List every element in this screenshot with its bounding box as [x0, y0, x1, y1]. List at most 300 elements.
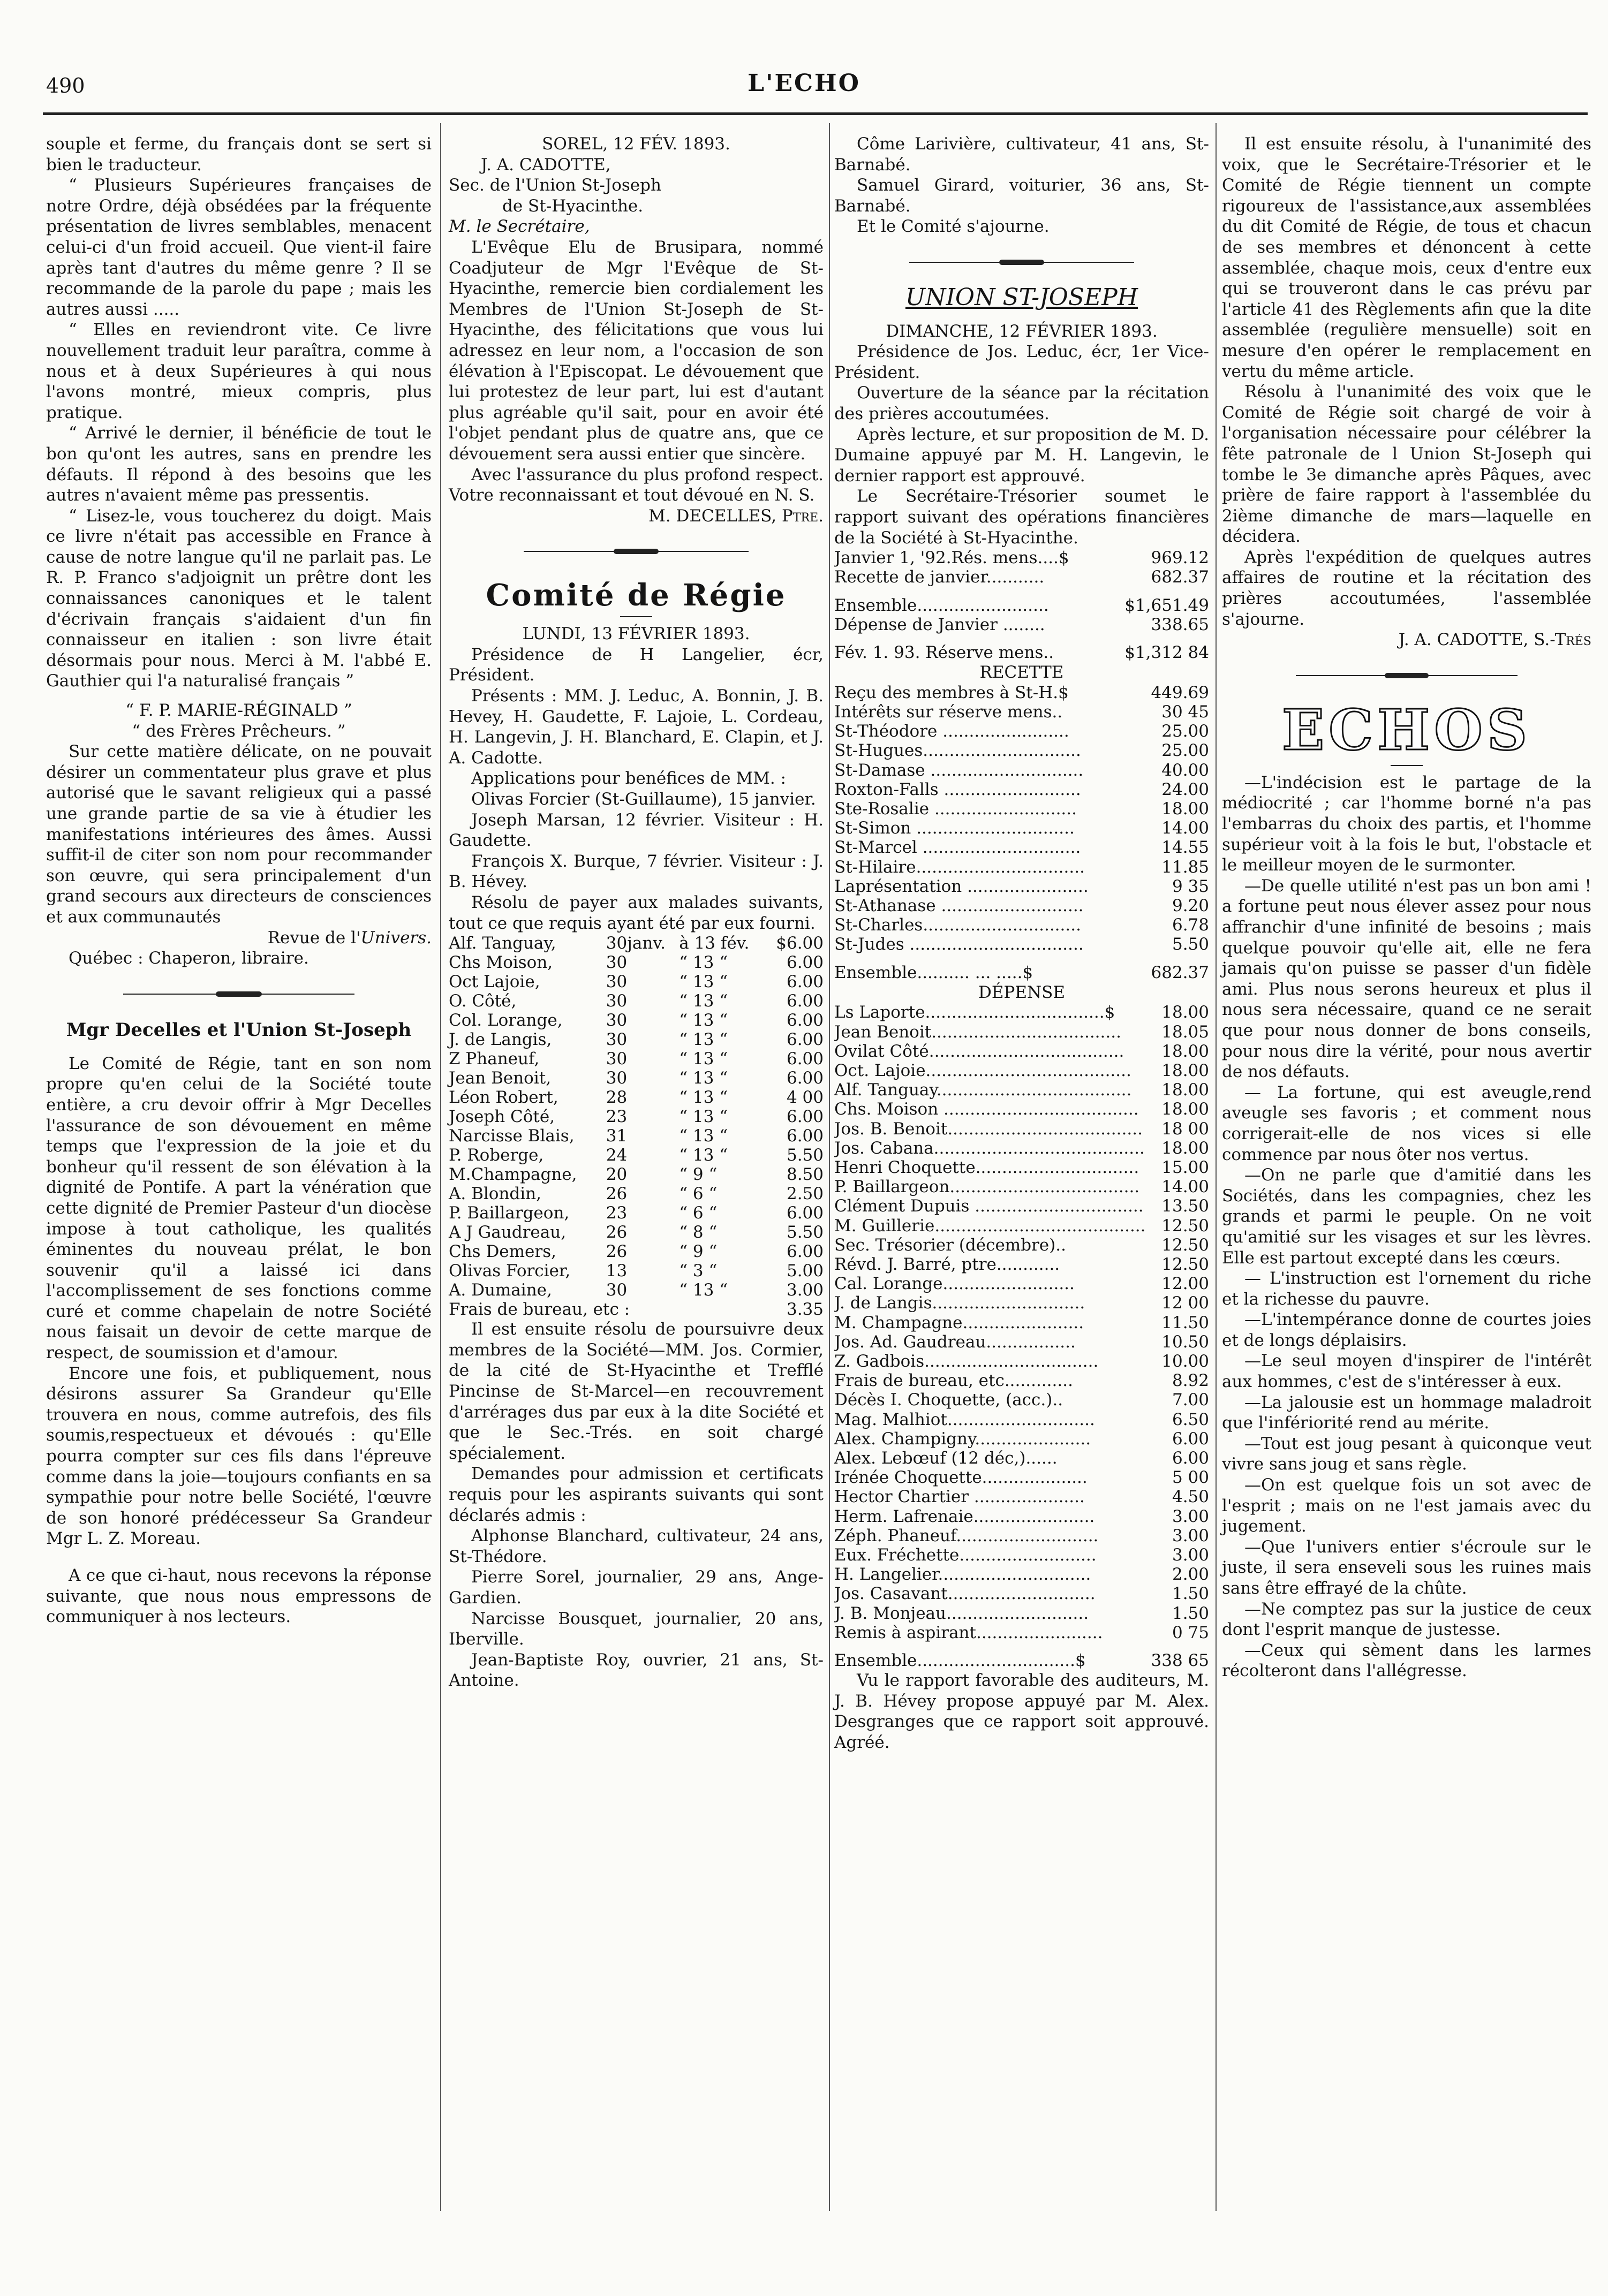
ledger-amount: 14.55	[1161, 838, 1209, 858]
benefit-to: “ 6 “	[679, 1203, 718, 1223]
ledger-amount: 0 75	[1172, 1623, 1209, 1642]
paragraph: Vu le rapport favorable des auditeurs, M. J. B. Hévey propose appuyé par M. Alex. Desgranges que ce rapport soit approuvé. Agréé.	[834, 1671, 1209, 1753]
ledger-label: St-Charles..............................	[834, 915, 1081, 935]
ledger-amount: 14.00	[1161, 1177, 1209, 1197]
ledger-amount: 1.50	[1172, 1584, 1209, 1604]
ledger-label: H. Langelier.............................	[834, 1565, 1091, 1585]
small-rule	[1391, 765, 1423, 766]
benefit-name: Narcisse Blais,	[449, 1126, 575, 1146]
paragraph: Il est ensuite résolu de poursuivre deux membres de la Société—MM. Jos. Cormier, de la cité de St-Hyacinthe et Trefflé Pincinse de St-Marcel—en recouvrement d'arrérages dus par eux à la dite Société et que le Sec.-Trés. en soit chargé spécialement.	[449, 1320, 824, 1463]
benefit-from: 23	[606, 1203, 628, 1223]
benefit-from: 24	[606, 1146, 628, 1165]
addressee: Sec. de l'Union St-Joseph	[449, 176, 661, 195]
ledger-label: Alf. Tanguay.....................................	[834, 1080, 1132, 1100]
recette-title: RECETTE	[979, 663, 1064, 683]
paragraph: Samuel Girard, voiturier, 36 ans, St-Barnabé.	[834, 176, 1209, 216]
ledger-label: Laprésentation .......................	[834, 876, 1089, 896]
benefit-name: Alf. Tanguay,	[449, 934, 556, 953]
table-row	[834, 1604, 1209, 1623]
table-row	[449, 1223, 824, 1242]
table-row	[834, 1390, 1209, 1410]
ledger-label: St-Hilaire................................	[834, 857, 1085, 877]
ledger-amount: 6.00	[1172, 1429, 1209, 1449]
benefit-amount: 6.00	[786, 953, 824, 973]
ledger-label: Jos. Ad. Gaudreau.................	[834, 1332, 1076, 1352]
ledger-amount: 12.50	[1161, 1254, 1209, 1274]
paragraph: “ Lisez-le, vous toucherez du doigt. Mais ce livre n'était pas accessible en France à cause de notre langue qu'il ne parlait pas. Le R. P. Franco s'adjoignit un prêtre dont les connaissances canoniques et le talent d'écrivain français s'aidaient d'un fin connaisseur en italien : son livre était désormais pour nous. Merci à M. l'abbé E. Gauthier qui l'a naturalisé français ”	[46, 506, 432, 691]
benefit-from: 26	[606, 1184, 628, 1204]
table-row	[834, 1293, 1209, 1313]
ledger-amount: 11.50	[1161, 1313, 1209, 1332]
ledger-label: Henri Choquette...............................	[834, 1157, 1139, 1177]
paragraph: François X. Burque, 7 février. Visiteur : J. B. Hévey.	[449, 851, 824, 892]
ledger-label: Roxton-Falls ..........................	[834, 779, 1081, 799]
column-3	[834, 134, 1209, 1753]
total-row	[834, 1651, 1209, 1670]
ledger-label: Frais de bureau, etc.............	[834, 1371, 1073, 1391]
benefit-amount: 8.50	[786, 1165, 824, 1185]
addressee: J. A. CADOTTE,	[481, 155, 611, 175]
ledger-label: St-Athanase ...........................	[834, 896, 1084, 915]
frais-row	[449, 1300, 824, 1319]
ledger-amount: 18.00	[1161, 1100, 1209, 1119]
table-row	[449, 972, 824, 991]
benefit-amount: 6.00	[786, 1030, 824, 1050]
ledger-label: Jos. Cabana........................................	[834, 1138, 1145, 1158]
ledger-label: Jean Benoit....................................	[834, 1022, 1121, 1042]
section-title: UNION ST-JOSEPH	[905, 283, 1138, 311]
column-1	[46, 134, 432, 1627]
ledger-amount: 14.00	[1161, 819, 1209, 838]
signature: “ F. P. MARIE-RÉGINALD ”	[125, 701, 352, 721]
ledger-amount: 338.65	[1151, 615, 1209, 634]
benefit-to: “ 8 “	[679, 1223, 718, 1242]
table-row	[834, 1196, 1209, 1216]
table-row	[834, 1236, 1209, 1255]
benefit-to: “ 9 “	[679, 1165, 718, 1185]
paragraph: Olivas Forcier (St-Guillaume), 15 janvier.	[471, 790, 816, 809]
table-row	[449, 1203, 824, 1223]
paragraph: Demandes pour admission et certificats requis pour les aspirants suivants qui sont déclarés admis :	[449, 1464, 824, 1525]
benefit-amount: 5.50	[786, 1223, 824, 1242]
header-rule	[43, 112, 1588, 115]
column-rule	[829, 123, 830, 2211]
ledger-label: St-Damase .............................	[834, 760, 1084, 780]
benefit-to: “ 13 “	[679, 1011, 728, 1030]
ledger-label: Chs. Moison .....................................	[834, 1100, 1139, 1119]
ledger-label: M. Guillerie........................................	[834, 1216, 1146, 1236]
benefit-to: “ 13 “	[679, 1107, 728, 1127]
benefit-name: A J Gaudreau,	[449, 1223, 567, 1242]
ledger-amount: 24.00	[1161, 779, 1209, 799]
table-row	[834, 1100, 1209, 1119]
benefit-from: 30	[606, 991, 628, 1011]
benefit-name: P. Baillargeon,	[449, 1203, 570, 1223]
benefit-name: J. de Langis,	[449, 1030, 552, 1050]
table-row	[834, 761, 1209, 780]
benefit-to: “ 13 “	[679, 1280, 728, 1300]
ledger-amount: 6.78	[1172, 915, 1209, 935]
benefit-to: “ 13 “	[679, 1126, 728, 1146]
publisher-line: Québec : Chaperon, libraire.	[69, 949, 309, 968]
benefit-to: “ 9 “	[679, 1242, 718, 1262]
table-row	[834, 1623, 1209, 1642]
echo-item: —On est quelque fois un sot avec de l'esprit ; mais on ne l'est jamais avec du jugement.	[1222, 1475, 1591, 1536]
ledger-label: St-Marcel ..............................	[834, 838, 1081, 858]
ledger-label: St-Simon ..............................	[834, 819, 1075, 838]
table-row	[834, 1042, 1209, 1061]
benefit-from: 23	[606, 1107, 628, 1127]
benefit-to: “ 13 “	[679, 1088, 728, 1108]
paragraph: “ Elles en reviendront vite. Ce livre nouvellement traduit leur paraîtra, comme à nous et à deux Supérieures à qui nous l'avons montré, mieux compris, plus pratique.	[46, 320, 432, 422]
benefit-to: “ 13 “	[679, 972, 728, 992]
table-row	[834, 915, 1209, 935]
echo-item: —De quelle utilité n'est pas un bon ami ! a fortune peut nous élever assez pour nous affranchir d'une infinité de besoins ; mais quelque pouvoir qu'elle ait, elle ne fera jamais qu'on puisse se passer d'un fidèle ami. Plus nous serons heureux et plus il nous sera nécessaire, quand ce ne serait que pour nous donner de bons conseils, pour nous dire la vérité, pour nous avertir de nos défauts.	[1222, 876, 1591, 1082]
ledger-amount: 12 00	[1161, 1293, 1209, 1313]
table-row	[834, 1216, 1209, 1236]
benefit-name: Chs Moison,	[449, 953, 553, 973]
ledger-amount: 11.85	[1161, 857, 1209, 877]
ledger-label: P. Baillargeon....................................	[834, 1177, 1140, 1197]
frais-label: Frais de bureau, etc :	[449, 1300, 630, 1320]
benefit-name: P. Roberge,	[449, 1146, 544, 1165]
table-row	[834, 722, 1209, 741]
ledger-amount: 969.12	[1151, 548, 1209, 568]
benefit-to: “ 13 “	[679, 1030, 728, 1050]
divider	[524, 548, 749, 555]
ledger-label: Révd. J. Barré, ptre............	[834, 1254, 1060, 1274]
ledger-label: Oct. Lajoie.......................................	[834, 1060, 1131, 1080]
table-row	[834, 819, 1209, 838]
benefit-from: 30	[606, 953, 628, 973]
ledger-amount: 682.37	[1151, 963, 1209, 982]
column-4	[1222, 134, 1591, 1681]
paragraph: Encore une fois, et publiquement, nous désirons assurer Sa Grandeur qu'Elle trouvera en nous, comme autrefois, des fils soumis,respectueux et dévoués : qu'Elle pourra compter sur ces fils dans l'épreuve comme dans la joie—toujours confiants en sa sympathie pour notre belle Société, l'œuvre de son honoré prédécesseur Sa Grandeur Mgr L. Z. Moreau.	[46, 1363, 432, 1549]
echos-list	[1222, 772, 1591, 1681]
ledger-label: Fév. 1. 93. Réserve mens..	[834, 642, 1054, 662]
article-title: Mgr Decelles et l'Union St-Joseph	[66, 1019, 412, 1041]
paragraph: Joseph Marsan, 12 février. Visiteur : H. Gaudette.	[449, 810, 824, 851]
ledger-amount: 10.50	[1161, 1332, 1209, 1352]
paragraph: Après lecture, et sur proposition de M. D. Dumaine appuyé par M. H. Langevin, le dernier rapport est approuvé.	[834, 425, 1209, 486]
signature: J. A. CADOTTE, S.-Trés	[1398, 630, 1591, 650]
ledger-amount: 13.50	[1161, 1196, 1209, 1216]
column-rule	[1216, 123, 1217, 2211]
ledger-label: Zéph. Phaneuf...........................	[834, 1526, 1099, 1545]
ledger-amount: 18.00	[1161, 799, 1209, 819]
table-row	[834, 1119, 1209, 1139]
benefit-amount: 6.00	[786, 1049, 824, 1069]
table-row	[834, 1061, 1209, 1080]
ledger-amount: 18.00	[1161, 1003, 1209, 1022]
paragraph: Résolu à l'unanimité des voix que le Comité de Régie soit chargé de voir à l'organisation nécessaire pour célébrer la fête patronale de l Union St-Joseph qui tombe le 3e dimanche après Pâques, avec prière de faire rapport à l'assemblée du 2ième dimanche de mars—laquelle en décidera.	[1222, 382, 1591, 547]
section-title: Comité de Régie	[486, 578, 787, 613]
paragraph: Résolu de payer aux malades suivants, tout ce que requis ayant été par eux fourni.	[449, 893, 824, 933]
ledger-label: St-Hugues..............................	[834, 741, 1081, 761]
paragraph: Présents : MM. J. Leduc, A. Bonnin, J. B. Hevey, H. Gaudette, F. Lajoie, L. Cordeau, H. Langevin, J. H. Blanchard, E. Clapin, et J. A. Cadotte.	[449, 686, 824, 768]
column-2	[449, 134, 824, 1691]
ledger-label: Clément Dupuis ................................	[834, 1196, 1144, 1216]
echo-item: —Ne comptez pas sur la justice de ceux dont l'esprit manque de justesse.	[1222, 1599, 1591, 1640]
table-row	[834, 799, 1209, 819]
table-row	[834, 1545, 1209, 1565]
benefit-from: 31	[606, 1126, 628, 1146]
source-line	[46, 928, 432, 949]
ledger-amount: $1,312 84	[1124, 642, 1209, 662]
paragraph: Côme Larivière, cultivateur, 41 ans, St-Barnabé.	[834, 134, 1209, 175]
benefit-name: Col. Lorange,	[449, 1011, 563, 1030]
table-row	[834, 1584, 1209, 1603]
paragraph: Avec l'assurance du plus profond respect. Votre reconnaissant et tout dévoué en N. S.	[449, 465, 824, 505]
table-row	[834, 838, 1209, 857]
ledger-label: Reçu des membres à St-H.$	[834, 683, 1069, 702]
page-number: 490	[46, 74, 85, 97]
ledger-amount: 25.00	[1161, 722, 1209, 741]
table-row	[834, 1487, 1209, 1506]
meeting-date: DIMANCHE, 12 FÉVRIER 1893.	[886, 321, 1158, 341]
table-row	[834, 1410, 1209, 1429]
ledger-label: Ensemble..............................$	[834, 1651, 1086, 1671]
benefit-from: 30	[606, 972, 628, 992]
benefit-from: 13	[606, 1261, 628, 1281]
table-row	[834, 1352, 1209, 1371]
benefit-amount: 5.00	[786, 1261, 824, 1281]
table-row	[449, 953, 824, 972]
ledger-amount: 9.20	[1172, 896, 1209, 915]
table-row	[834, 683, 1209, 702]
frais-amount: 3.35	[786, 1300, 824, 1320]
benefit-name: O. Côté,	[449, 991, 517, 1011]
table-row	[834, 1507, 1209, 1526]
paragraph: Après l'expédition de quelques autres affaires de routine et la récitation des prières accoutumées, l'assemblée s'ajourne.	[1222, 547, 1591, 629]
ledger-amount: 12.00	[1161, 1274, 1209, 1294]
benefit-amount: 6.00	[786, 1107, 824, 1127]
benefit-name: Jean Benoit,	[449, 1069, 552, 1088]
paragraph: A ce que ci-haut, nous recevons la réponse suivante, que nous nous empressons de communiquer à nos lecteurs.	[46, 1566, 432, 1627]
table-row	[834, 780, 1209, 799]
benefit-name: M.Champagne,	[449, 1165, 577, 1185]
ledger-amount: 338 65	[1151, 1651, 1209, 1671]
paragraph: Ouverture de la séance par la récitation des prières accoutumées.	[834, 383, 1209, 423]
column-rule	[440, 123, 441, 2211]
table-row	[834, 1274, 1209, 1293]
ledger-label: Ensemble.......... ... .....$	[834, 963, 1033, 982]
ledger-label: Remis à aspirant........................	[834, 1623, 1103, 1642]
paragraph: Jean-Baptiste Roy, ouvrier, 21 ans, St-Antoine.	[449, 1650, 824, 1691]
ledger-label: Z. Gadbois.................................	[834, 1352, 1099, 1371]
benefit-name: Léon Robert,	[449, 1088, 558, 1108]
benefit-amount: 2.50	[786, 1184, 824, 1204]
paragraph: Il est ensuite résolu, à l'unanimité des voix, que le Secrétaire-Trésorier et le Comité de Régie tiennent un compte rigoureux de l'assistance,aux assemblées du dit Comité de Régie, de tous et chacun de ses membres et dénoncent à cette assemblée, chaque mois, ceux d'entre eux qui se trouveront dans le cas prévu par l'article 41 des Règlements afin que la dite assemblée (regulière mensuelle) soit en mesure d'en opérer le remplacement en vertu du même article.	[1222, 134, 1591, 381]
benefit-amount: 5.50	[786, 1146, 824, 1165]
table-row	[449, 1280, 824, 1300]
table-row	[449, 1049, 824, 1069]
ledger-label: Intérêts sur réserve mens..	[834, 702, 1063, 722]
paragraph: “ Plusieurs Supérieures françaises de notre Ordre, déjà obsédées par la fréquente présentation de livres semblables, menacent celui-ci d'un froid accueil. Que vient-il faire après tant d'autres du même genre ? Il se recommande de la parole du pape ; mais les autres aussi .....	[46, 176, 432, 319]
table-row	[449, 1011, 824, 1030]
table-row	[449, 1146, 824, 1165]
table-row	[449, 991, 824, 1011]
ledger-amount: 449.69	[1151, 683, 1209, 702]
benefit-name: Olivas Forcier,	[449, 1261, 571, 1281]
ledger-label: Jos. Casavant............................	[834, 1584, 1096, 1604]
paragraph: Alphonse Blanchard, cultivateur, 24 ans, St-Thédore.	[449, 1526, 824, 1566]
benefit-from: 30	[606, 1069, 628, 1088]
benefit-from: 30	[606, 1030, 628, 1050]
recette-table	[834, 683, 1209, 954]
echo-item: —Le seul moyen d'inspirer de l'intérêt aux hommes, c'est de s'intéresser à eux.	[1222, 1351, 1591, 1392]
meeting-date: LUNDI, 13 FÉVRIER 1893.	[522, 624, 750, 644]
ledger-amount: 18.05	[1161, 1022, 1209, 1042]
ledger-amount: 8.92	[1172, 1371, 1209, 1391]
benefit-from: 30	[606, 1011, 628, 1030]
table-row	[834, 1449, 1209, 1468]
benefit-name: A. Blondin,	[449, 1184, 541, 1204]
benefit-to: “ 13 “	[679, 953, 728, 973]
paragraph: Narcisse Bousquet, journalier, 20 ans, Iberville.	[449, 1609, 824, 1649]
table-row	[834, 1139, 1209, 1158]
benefit-amount: 6.00	[786, 991, 824, 1011]
ledger-label: Jos. B. Benoit.....................................	[834, 1119, 1143, 1139]
ledger-label: Janvier 1, '92.Rés. mens....$	[834, 548, 1069, 568]
ledger-amount: 682.37	[1151, 567, 1209, 587]
ledger-amount: 6.50	[1172, 1410, 1209, 1429]
table-row	[449, 1165, 824, 1184]
echo-item: —Tout est joug pesant à quiconque veut vivre sans joug et sans règle.	[1222, 1434, 1591, 1474]
source: Revue de l'	[267, 928, 361, 948]
ledger-amount: 25.00	[1161, 741, 1209, 761]
ledger-amount: 6.00	[1172, 1449, 1209, 1468]
divider	[1296, 672, 1518, 679]
depense-title: DÉPENSE	[978, 982, 1065, 1002]
paragraph: L'Evêque Elu de Brusipara, nommé Coadjuteur de Mgr l'Evêque de St-Hyacinthe, remercie bien cordialement les Membres de l'Union St-Joseph de St-Hyacinthe, des félicitations que vous lui adressez en leur nom, a l'occasion de son élévation à l'Episcopat. Le dévouement que lui protestez de leur part, lui est d'autant plus agréable qu'il sait, pour en avoir été l'objet pendant plus de quatre ans, que ce dévouement sera aussi entier que sincère.	[449, 237, 824, 464]
source-italic: Univers.	[360, 928, 432, 948]
paragraph: Le Secrétaire-Trésorier soumet le rapport suivant des opérations financières de la Société à St-Hyacinthe.	[834, 487, 1209, 548]
ledger-label: St-Judes .................................	[834, 935, 1084, 954]
benefit-from: 30	[606, 1280, 628, 1300]
benefit-from: 26	[606, 1242, 628, 1262]
benefit-to: à 13 fév.	[679, 934, 750, 953]
paragraph: Présidence de Jos. Leduc, écr, 1er Vice-Président.	[834, 342, 1209, 382]
echo-item: —La jalousie est un hommage maladroit que l'infériorité rend au mérite.	[1222, 1392, 1591, 1433]
small-rule	[620, 616, 652, 617]
echo-item: —Que l'univers entier s'écroule sur le juste, il sera enseveli sous les ruines mais sans être effrayé de la chûte.	[1222, 1537, 1591, 1598]
table-row	[834, 896, 1209, 915]
ledger-amount: 3.00	[1172, 1545, 1209, 1565]
benefit-to: “ 3 “	[679, 1261, 718, 1281]
ledger-amount: 4.50	[1172, 1487, 1209, 1507]
ledger-label: Décès I. Choquette, (acc.)..	[834, 1390, 1063, 1410]
section-title: ECHOS	[1281, 696, 1531, 763]
ledger-amount: 15.00	[1161, 1157, 1209, 1177]
paragraph: Applications pour benéfices de MM. :	[471, 769, 786, 789]
ledger-amount: 7.00	[1172, 1390, 1209, 1410]
benefit-from: 28	[606, 1088, 628, 1108]
paragraph: Présidence de H Langelier, écr, Président.	[449, 645, 824, 685]
ledger-amount: 12.50	[1161, 1235, 1209, 1255]
table-row	[449, 934, 824, 953]
ledger-amount: 18.00	[1161, 1080, 1209, 1100]
table-row	[834, 702, 1209, 722]
table-row	[834, 1429, 1209, 1449]
benefit-to: “ 13 “	[679, 1146, 728, 1165]
echo-item: —L'indécision est le partage de la médiocrité ; car l'homme borné n'a pas l'embarras du choix des partis, et l'homme supérieur voit à la fois le but, l'obstacle et le meilleur moyen de le surmonter.	[1222, 772, 1591, 875]
benefit-amount: 4 00	[786, 1088, 824, 1108]
benefit-amount: 6.00	[786, 1242, 824, 1262]
divider	[909, 259, 1134, 266]
benefit-amount: 6.00	[786, 1126, 824, 1146]
ledger-label: St-Théodore ........................	[834, 722, 1069, 741]
echo-item: —L'intempérance donne de courtes joies et de longs déplaisirs.	[1222, 1310, 1591, 1350]
ledger-amount: 2.00	[1172, 1565, 1209, 1585]
ledger-label: M. Champagne.......................	[834, 1313, 1084, 1332]
benefit-name: Chs Demers,	[449, 1242, 556, 1262]
table-row	[834, 741, 1209, 760]
paragraph: Et le Comité s'ajourne.	[857, 217, 1050, 237]
table-row	[834, 1371, 1209, 1390]
divider	[123, 990, 354, 998]
benefit-from: 26	[606, 1223, 628, 1242]
benefit-from: 30janv.	[606, 934, 666, 953]
ledger-amount: 5 00	[1172, 1468, 1209, 1488]
ledger-label: J. B. Monjeau...........................	[834, 1603, 1089, 1623]
ledger-amount: 18.00	[1161, 1060, 1209, 1080]
ledger-label: Ls Laporte..................................$	[834, 1003, 1115, 1022]
table-row	[449, 1242, 824, 1261]
salutation: M. le Secrétaire,	[449, 217, 590, 237]
table-row	[834, 1468, 1209, 1487]
ledger-label: Ovilat Côté.....................................	[834, 1041, 1124, 1061]
table-row	[834, 877, 1209, 896]
ledger-label: Alex. Champigny......................	[834, 1429, 1091, 1449]
ledger-amount: 18 00	[1161, 1119, 1209, 1139]
ledger-label: Eux. Fréchette..........................	[834, 1545, 1097, 1565]
benefit-name: A. Dumaine,	[449, 1280, 552, 1300]
dateline: SOREL, 12 FÉV. 1893.	[542, 134, 730, 154]
opening-table	[834, 548, 1209, 662]
echo-item: — L'instruction est l'ornement du riche et la richesse du pauvre.	[1222, 1269, 1591, 1309]
table-row	[449, 1030, 824, 1049]
ledger-amount: 40.00	[1161, 760, 1209, 780]
benefit-to: “ 13 “	[679, 1049, 728, 1069]
ledger-label: Mag. Malhiot............................	[834, 1410, 1095, 1429]
echo-item: —On ne parle que d'amitié dans les Sociétés, dans les compagnies, chez les grands et parmi le peuple. On ne voit qu'amitié sur les visages et sur les lèvres. Elle est partout excepté dans les cœurs.	[1222, 1165, 1591, 1268]
benefit-to: “ 6 “	[679, 1184, 718, 1204]
benefit-amount: 3.00	[786, 1280, 824, 1300]
benefit-from: 20	[606, 1165, 628, 1185]
ledger-label: Ensemble.........................	[834, 595, 1049, 615]
table-row	[449, 1107, 824, 1126]
echo-item: —Ceux qui sèment dans les larmes récolteront dans l'allégresse.	[1222, 1640, 1591, 1681]
ledger-amount: 1.50	[1172, 1603, 1209, 1623]
table-row	[449, 1261, 824, 1280]
table-row	[834, 1003, 1209, 1022]
ledger-amount: 18.00	[1161, 1138, 1209, 1158]
ledger-label: Hector Chartier .....................	[834, 1487, 1085, 1507]
table-row	[834, 858, 1209, 877]
table-row	[834, 1526, 1209, 1545]
benefit-amount: 6.00	[786, 1069, 824, 1088]
ledger-label: Cal. Lorange.........................	[834, 1274, 1075, 1294]
ledger-amount: 3.00	[1172, 1526, 1209, 1545]
ledger-label: Sec. Trésorier (décembre)..	[834, 1235, 1067, 1255]
ledger-label: Alex. Lebœuf (12 déc,)......	[834, 1449, 1058, 1468]
ledger-amount: 10.00	[1161, 1352, 1209, 1371]
ledger-amount: 5.50	[1172, 935, 1209, 954]
table-row	[834, 1080, 1209, 1100]
ledger-label: Recette de janvier...........	[834, 567, 1045, 587]
table-row	[834, 1255, 1209, 1274]
